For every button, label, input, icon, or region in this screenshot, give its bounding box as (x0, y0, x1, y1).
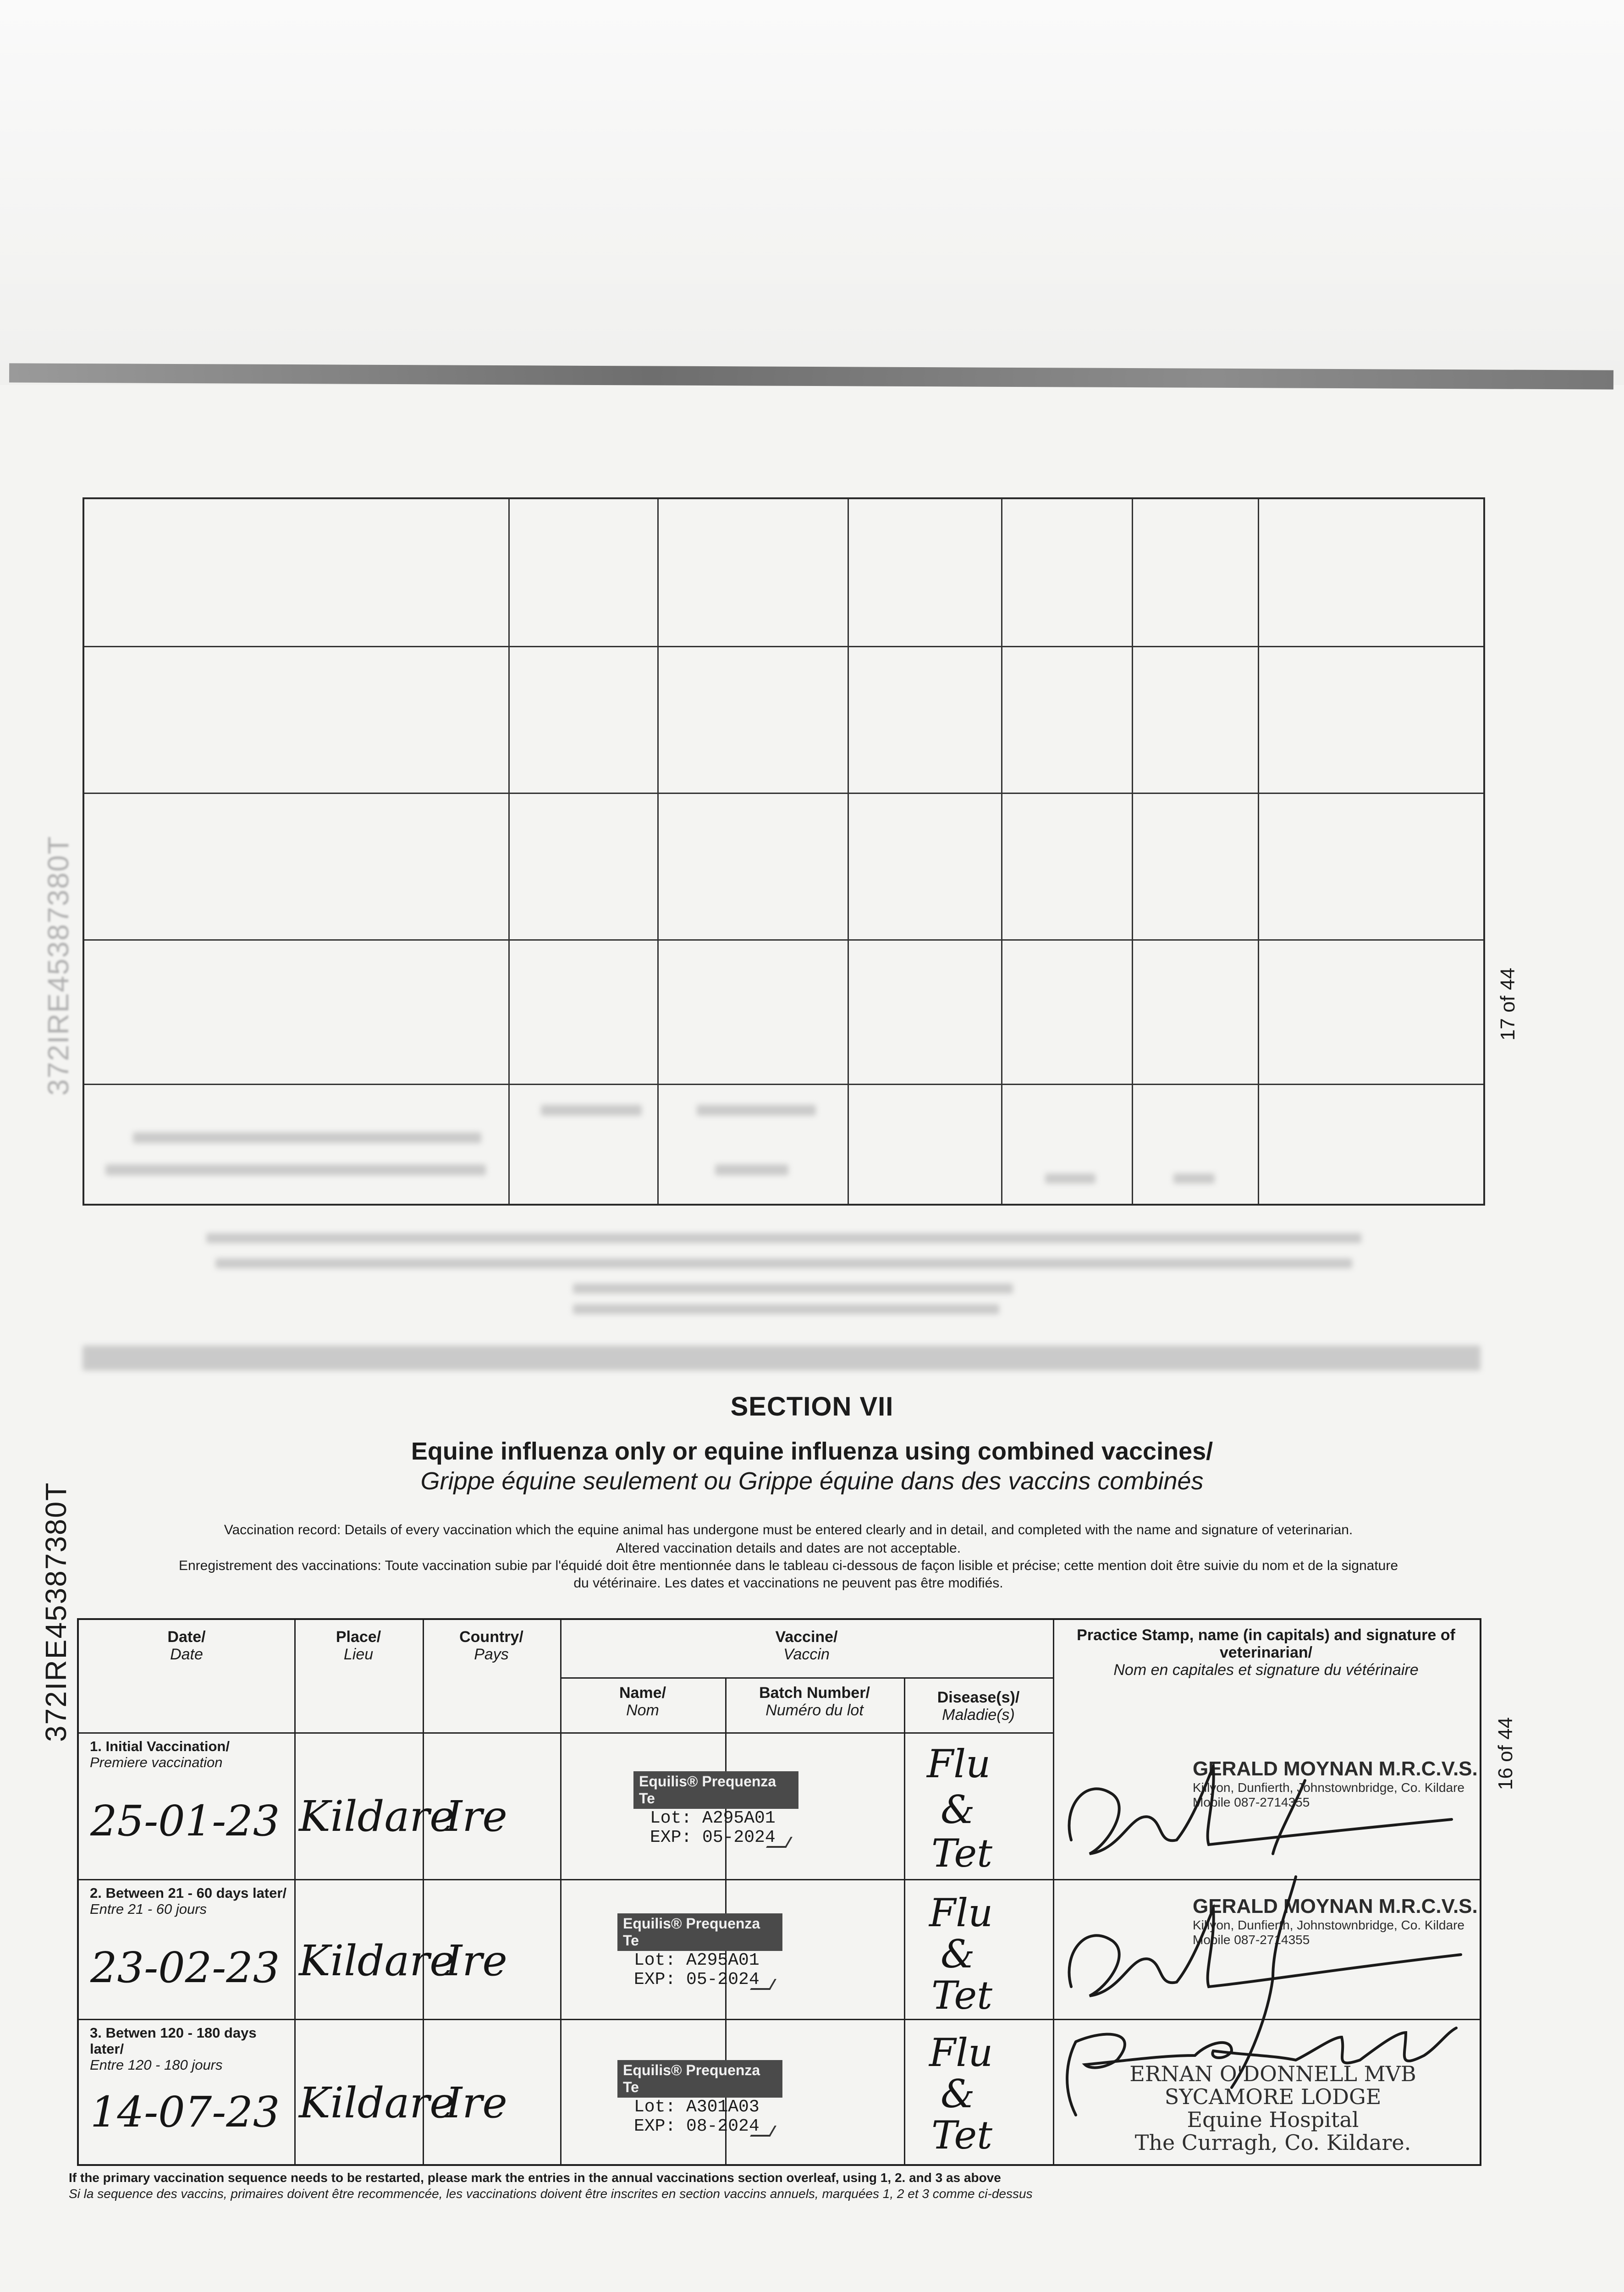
header-country: Country/ (459, 1628, 523, 1646)
blurred-text (206, 1233, 1361, 1243)
upper-vaccination-table (83, 497, 1485, 1206)
header-place: Place/ (336, 1628, 381, 1646)
row-1-lot: Lot: A295A01 (650, 1808, 776, 1828)
header-vaccine: Vaccine/ (775, 1628, 838, 1646)
notice-en-2: Altered vaccination details and dates are not acceptable. (616, 1541, 961, 1556)
header-disease-fr: Maladie(s) (942, 1706, 1015, 1724)
row-1-exp: EXP: 05-2024 (650, 1828, 776, 1847)
blurred-text (1173, 1174, 1215, 1184)
page-number-upper: 17 of 44 (1497, 967, 1519, 1041)
row-2-vaccine-label (617, 1913, 782, 1994)
header-vaccine-fr: Vaccin (783, 1646, 830, 1663)
blurred-text (133, 1132, 481, 1143)
signature-3 (1067, 2028, 1456, 2115)
row-2-place: Kildare (299, 1936, 455, 1985)
row-1-date: 25-01-23 (90, 1796, 280, 1846)
blurred-text (573, 1284, 1013, 1294)
document-id: 372IRE45387380T (39, 1482, 72, 1742)
header-country-fr: Pays (474, 1646, 509, 1663)
row-1-place: Kildare (299, 1792, 455, 1841)
notice-fr: Enregistrement des vaccinations: Toute vaccination subie par l'équidé doit être mentionnée dans le tableau ci-dessous de façon lisible et précise; cette mention doit être suivie du nom et de la signature (178, 1558, 1398, 1573)
row-2-vaccine-brand: Equilis® Prequenza Te (617, 1913, 782, 1951)
document-id-faded: 372IRE45387380T (42, 835, 75, 1096)
header-place-fr: Lieu (343, 1646, 374, 1663)
blurred-text (573, 1304, 999, 1314)
previous-page-top (0, 0, 1624, 385)
header-name: Name/ (619, 1684, 666, 1702)
footnote-en: If the primary vaccination sequence needs to be restarted, please mark the entries in the annual vaccinations section overleaf, using 1, 2. and 3 as above (69, 2171, 1001, 2185)
row-2-disease-2: & (941, 1932, 975, 1977)
row-1-disease-1: Flu (927, 1741, 991, 1786)
row-2-date: 23-02-23 (90, 1943, 280, 1992)
header-date-fr: Date (170, 1646, 203, 1663)
row-3-place: Kildare (299, 2078, 455, 2127)
header-disease: Disease(s)/ (937, 1689, 1020, 1706)
row-3-lot: Lot: A301A03 (634, 2097, 760, 2117)
footnote-fr: Si la sequence des vaccins, primaires doivent être recommencée, les vaccinations doivent être inscrites en section vaccins annuels, marquées 1, 2 et 3 comme ci-dessus (69, 2187, 1033, 2201)
row-1-country: Ire (446, 1792, 507, 1841)
notice-en: Vaccination record: Details of every vaccination which the equine animal has undergone must be entered clearly and in detail, and completed with the name and signature of veterinarian. (224, 1522, 1353, 1537)
row-1-vaccine-brand: Equilis® Prequenza Te (633, 1771, 798, 1809)
vet-signatures (1057, 1739, 1479, 2155)
header-batch-fr: Numéro du lot (765, 1702, 864, 1719)
blurred-text (697, 1105, 816, 1116)
row-2-label: 2. Between 21 - 60 days later/ Entre 21 - 60 jours (90, 1885, 287, 1917)
row-2-country: Ire (446, 1936, 507, 1985)
row-3-disease-1: Flu (929, 2030, 993, 2075)
row-3-label: 3. Betwen 120 - 180 days later/ Entre 120 - 180 jours (90, 2025, 257, 2073)
row-1-disease-3: Tet (931, 1831, 992, 1876)
header-name-fr: Nom (626, 1702, 659, 1719)
row-3-disease-3: Tet (931, 2113, 992, 2158)
header-date: Date/ (167, 1628, 206, 1646)
row-1-vet-stamp: GERALD MOYNAN M.R.C.V.S. Killyon, Dunfierth, Johnstownbridge, Co. Kildare Mobile 087-2714355 (1193, 1758, 1478, 1809)
blurred-text (541, 1105, 642, 1116)
row-3-exp: EXP: 08-2024 (634, 2116, 760, 2136)
row-2-disease-1: Flu (929, 1890, 993, 1935)
row-2-vet-stamp: GERALD MOYNAN M.R.C.V.S. Killyon, Dunfierth, Johnstownbridge, Co. Kildare Mobile 087-2714355 (1193, 1895, 1478, 1947)
row-1-vaccine-label (633, 1771, 798, 1851)
signature-1 (1069, 1767, 1452, 1854)
notice-fr-2: du vétérinaire. Les dates et vaccinations ne peuvent pas être modifiés. (573, 1576, 1003, 1591)
blurred-text (105, 1164, 486, 1175)
row-3-vet-stamp: ERNAN O'DONNELL MVB SYCAMORE LODGE Equine Hospital The Curragh, Co. Kildare. (1129, 2061, 1416, 2155)
vaccination-table (77, 1618, 1481, 2166)
blurred-text (1045, 1174, 1096, 1184)
section-title: SECTION VII (730, 1392, 894, 1421)
row-3-vaccine-brand: Equilis® Prequenza Te (617, 2060, 782, 2098)
blurred-text (215, 1258, 1352, 1268)
row-2-exp: EXP: 05-2024 (634, 1970, 760, 1989)
row-3-date: 14-07-23 (90, 2088, 280, 2137)
blurred-heading-band (83, 1345, 1481, 1371)
row-2-lot: Lot: A295A01 (634, 1950, 760, 1970)
row-1-label: 1. Initial Vaccination/ Premiere vaccination (90, 1738, 230, 1770)
header-batch: Batch Number/ (759, 1684, 870, 1702)
header-stamp-fr: Nom en capitales et signature du vétérinaire (1113, 1661, 1419, 1679)
section-subtitle-en: Equine influenza only or equine influenza using combined vaccines/ (411, 1438, 1213, 1465)
row-1-disease-2: & (941, 1787, 975, 1832)
page-number-lower: 16 of 44 (1494, 1717, 1517, 1790)
header-stamp: Practice Stamp, name (in capitals) and signature of veterinarian/ (1077, 1626, 1455, 1661)
row-2-disease-3: Tet (931, 1973, 992, 2018)
row-3-country: Ire (446, 2078, 507, 2127)
row-3-vaccine-label (617, 2060, 782, 2140)
section-subtitle-fr: Grippe équine seulement ou Grippe équine dans des vaccins combinés (420, 1467, 1204, 1495)
blurred-text (715, 1164, 788, 1175)
row-3-disease-2: & (941, 2072, 975, 2116)
